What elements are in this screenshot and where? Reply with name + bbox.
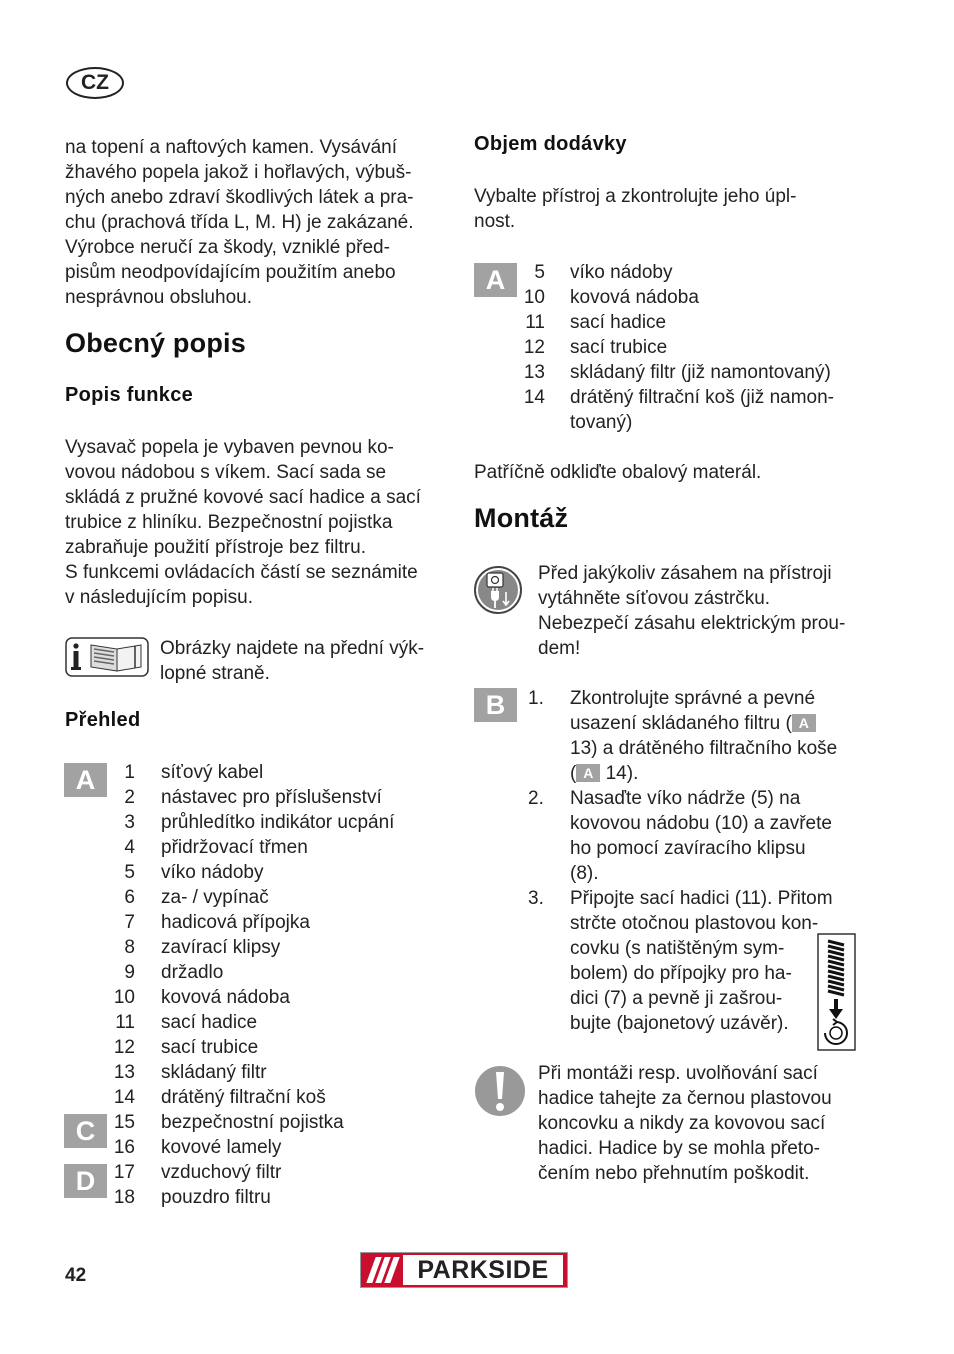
overview-num: 2 xyxy=(124,787,135,808)
overview-item: síťový kabel xyxy=(161,762,264,783)
figure-ref-a: A xyxy=(576,764,600,782)
intro-line: žhavého popela jakož i hořlavých, výbuš- xyxy=(65,162,412,183)
delivery-intro-line: Vybalte přístroj a zkontrolujte jeho úpl- xyxy=(474,186,797,207)
delivery-num: 10 xyxy=(523,287,545,308)
figure-marker-a: A xyxy=(474,263,517,297)
overview-num: 10 xyxy=(113,987,135,1008)
plug-warning-line: Před jakýkoliv zásahem na přístroji xyxy=(538,563,832,584)
step-line: covku (s natištěným sym- xyxy=(570,938,785,959)
figure-marker-c: C xyxy=(64,1114,107,1148)
step-text: usazení skládaného filtru ( xyxy=(570,713,792,734)
step-line xyxy=(570,711,816,736)
overview-num: 11 xyxy=(115,1012,135,1033)
intro-line: ných anebo zdraví škodlivých látek a pra- xyxy=(65,187,414,208)
delivery-num: 11 xyxy=(525,312,545,333)
function-line: trubice z hliníku. Bezpečnostní pojistka xyxy=(65,512,393,533)
overview-num: 1 xyxy=(124,762,135,783)
bayonet-twist-icon xyxy=(817,933,856,1051)
caution-line: hadice tahejte za černou plastovou xyxy=(538,1088,832,1109)
overview-item: skládaný filtr xyxy=(161,1062,267,1083)
delivery-item: víko nádoby xyxy=(570,262,673,283)
intro-line: chu (prachová třída L, M. H) je zakázané. xyxy=(65,212,414,233)
function-line: S funkcemi ovládacích částí se seznámite xyxy=(65,562,418,583)
overview-num: 13 xyxy=(113,1062,135,1083)
step-number: 3. xyxy=(528,888,544,909)
step-line: strčte otočnou plastovou kon- xyxy=(570,913,819,934)
overview-item: za- / vypínač xyxy=(161,887,269,908)
delivery-item: drátěný filtrační koš (již namon- xyxy=(570,387,834,408)
heading-delivery: Objem dodávky xyxy=(474,133,627,155)
info-book-icon xyxy=(65,637,149,677)
delivery-num: 14 xyxy=(523,387,545,408)
brand-logo xyxy=(360,1252,568,1288)
overview-num: 3 xyxy=(124,812,135,833)
intro-line: Výrobce neručí za škody, vzniklé před- xyxy=(65,237,390,258)
overview-num: 16 xyxy=(113,1137,135,1158)
overview-num: 18 xyxy=(113,1187,135,1208)
figure-marker-d: D xyxy=(64,1164,107,1198)
step-line: dici (7) a pevně ji zašrou- xyxy=(570,988,783,1009)
page-number: 42 xyxy=(65,1265,87,1286)
plug-warning-line: Nebezpečí zásahu elektrickým prou- xyxy=(538,613,846,634)
delivery-item: sací hadice xyxy=(570,312,667,333)
overview-num: 12 xyxy=(113,1037,135,1058)
overview-item: zavírací klipsy xyxy=(161,937,281,958)
function-line: skládá z pružné kovové sací hadice a sací xyxy=(65,487,421,508)
step-number: 1. xyxy=(528,688,544,709)
disposal-note: Patříčně odkliďte obalový materál. xyxy=(474,462,762,483)
delivery-item: kovová nádoba xyxy=(570,287,699,308)
step-text: 14). xyxy=(600,763,639,784)
delivery-intro-line: nost. xyxy=(474,211,516,232)
overview-item: nástavec pro příslušenství xyxy=(161,787,382,808)
delivery-num: 12 xyxy=(523,337,545,358)
intro-line: nesprávnou obsluhou. xyxy=(65,287,252,308)
function-line: Vysavač popela je vybaven pevnou ko- xyxy=(65,437,394,458)
intro-line: na topení a naftových kamen. Vysávání xyxy=(65,137,397,158)
plug-warning-line: vytáhněte síťovou zástrčku. xyxy=(538,588,771,609)
overview-item: držadlo xyxy=(161,962,224,983)
caution-line: čením nebo přehnutím poškodit. xyxy=(538,1163,810,1184)
caution-line: koncovku a nikdy za kovovou sací xyxy=(538,1113,826,1134)
delivery-num: 5 xyxy=(534,262,545,283)
overview-num: 14 xyxy=(113,1087,135,1108)
overview-num: 8 xyxy=(124,937,135,958)
info-note-line: Obrázky najdete na přední výk- xyxy=(160,638,425,659)
step-line: ho pomocí zavíracího klipsu xyxy=(570,838,806,859)
step-line: (8). xyxy=(570,863,599,884)
figure-marker-a: A xyxy=(64,763,107,797)
overview-num: 7 xyxy=(124,912,135,933)
heading-function: Popis funkce xyxy=(65,384,194,406)
heading-assembly: Montáž xyxy=(474,503,569,533)
exclamation-icon xyxy=(474,1064,526,1118)
overview-item: průhledítko indikátor ucpání xyxy=(161,812,395,833)
overview-item: pouzdro filtru xyxy=(161,1187,271,1208)
step-line: Zkontrolujte správné a pevné xyxy=(570,688,816,709)
overview-num: 4 xyxy=(124,837,135,858)
function-line: zabraňuje použití přístroje bez filtru. xyxy=(65,537,366,558)
overview-item: bezpečnostní pojistka xyxy=(161,1112,344,1133)
overview-item: sací hadice xyxy=(161,1012,258,1033)
overview-item: hadicová přípojka xyxy=(161,912,310,933)
step-line: kovovou nádobu (10) a zavřete xyxy=(570,813,832,834)
overview-item: přidržovací třmen xyxy=(161,837,308,858)
delivery-item: skládaný filtr (již namontovaný) xyxy=(570,362,831,383)
step-line: Připojte sací hadici (11). Přitom xyxy=(570,888,833,909)
overview-num: 9 xyxy=(124,962,135,983)
step-number: 2. xyxy=(528,788,544,809)
step-line: 13) a drátěného filtračního koše xyxy=(570,738,838,759)
function-line: v následujícím popisu. xyxy=(65,587,253,608)
figure-ref-a: A xyxy=(792,714,816,732)
overview-item: vzduchový filtr xyxy=(161,1162,282,1183)
intro-line: pisům neodpovídajícím použitím anebo xyxy=(65,262,396,283)
caution-line: Při montáži resp. uvolňování sací xyxy=(538,1063,818,1084)
unplug-icon xyxy=(474,564,524,616)
figure-marker-b: B xyxy=(474,688,517,722)
heading-overview: Přehled xyxy=(65,709,141,731)
step-line: bolem) do přípojky pro ha- xyxy=(570,963,792,984)
overview-item: víko nádoby xyxy=(161,862,264,883)
step-line: bujte (bajonetový uzávěr). xyxy=(570,1013,789,1034)
step-line xyxy=(570,761,638,786)
delivery-item-continued: tovaný) xyxy=(570,412,633,433)
overview-num: 17 xyxy=(113,1162,135,1183)
overview-item: kovové lamely xyxy=(161,1137,282,1158)
step-text: ( xyxy=(570,763,577,784)
caution-line: hadici. Hadice by se mohla přeto- xyxy=(538,1138,820,1159)
heading-general-description: Obecný popis xyxy=(65,328,246,358)
delivery-num: 13 xyxy=(523,362,545,383)
overview-num: 5 xyxy=(124,862,135,883)
overview-item: drátěný filtrační koš xyxy=(161,1087,326,1108)
overview-item: sací trubice xyxy=(161,1037,259,1058)
info-note-line: lopné straně. xyxy=(160,663,270,684)
language-badge: CZ xyxy=(66,67,124,99)
step-line: Nasaďte víko nádrže (5) na xyxy=(570,788,801,809)
plug-warning-line: dem! xyxy=(538,638,581,659)
overview-num: 15 xyxy=(113,1112,135,1133)
overview-item: kovová nádoba xyxy=(161,987,290,1008)
delivery-item: sací trubice xyxy=(570,337,668,358)
overview-num: 6 xyxy=(124,887,135,908)
brand-name: PARKSIDE xyxy=(403,1255,563,1285)
function-line: vovou nádobou s víkem. Sací sada se xyxy=(65,462,387,483)
